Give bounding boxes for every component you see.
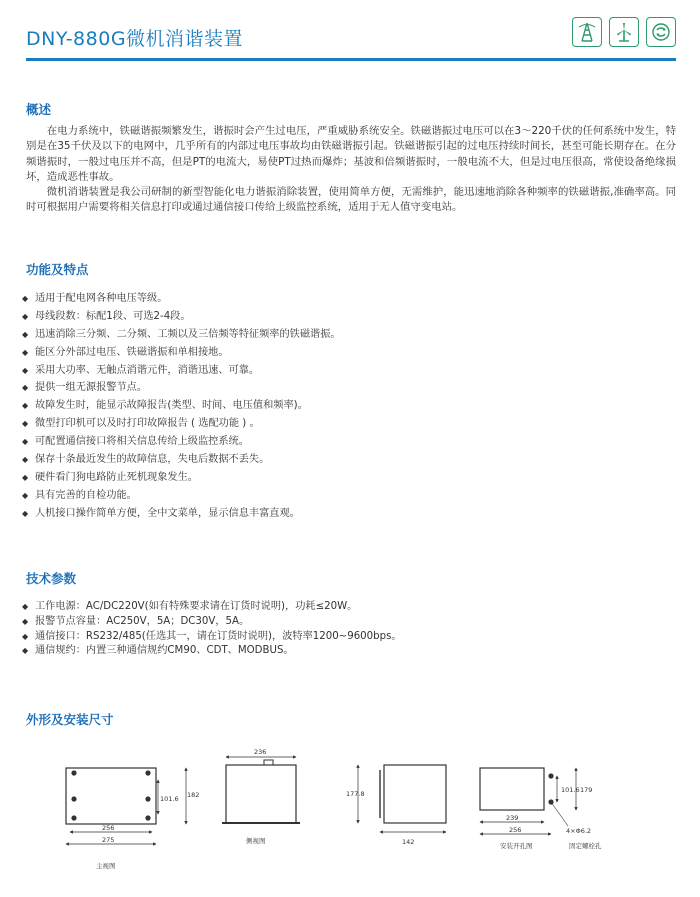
dimension-drawings (0, 740, 700, 890)
rear-view-drawing (346, 765, 446, 846)
list-item: ◆ 迅速消除三分频、二分频、工频以及三倍频等特征频率的铁磁谐振。 (22, 326, 341, 344)
list-item: ◆ 通信接口：RS232/485(任选其一，请在订货时说明)，波特率1200~9600bps。 (22, 630, 402, 645)
list-item: ◆ 工作电源：AC/DC220V(如有特殊要求请在订货时说明)，功耗≤20W。 (22, 600, 402, 615)
list-item: ◆ 能区分外部过电压、铁磁谐振和单相接地。 (22, 344, 341, 362)
wind-turbine-icon (609, 17, 639, 47)
mount-caption: 安装开孔图 (500, 842, 533, 850)
mount-dim-inner-height: 101.6 (561, 786, 580, 794)
list-item: ◆ 可配置通信接口将相关信息传给上级监控系统。 (22, 433, 341, 451)
side-dim-top: 236 (254, 748, 267, 756)
list-item: ◆ 硬件看门狗电路防止死机现象发生。 (22, 469, 341, 487)
list-item: ◆ 报警节点容量：AC250V，5A；DC30V，5A。 (22, 615, 402, 630)
bullet-icon: ◆ (22, 401, 29, 411)
overview-paragraph-1: 在电力系统中，铁磁谐振频繁发生，谐振时会产生过电压，严重威胁系统安全。铁磁谐振过电压可以在3～220千伏的任何系统中发生，特别是在35千伏及以下的电网中，几乎所有的内部过电压事故均由铁磁谐振引起。铁磁谐振引起的过电压持续时间长，甚至可能长期存在。在分频谐振时，一般过电压并不高，但是PT的电流大，易使PT过热而爆炸；基波和倍频谐振时，一般电流不大，但是过电压很高，常使设备绝缘损坏，造成恶性事故。 (26, 125, 676, 183)
bullet-icon: ◆ (22, 472, 29, 482)
front-dim-inner-height: 101.6 (160, 795, 179, 803)
header-rule (26, 58, 676, 61)
bullet-icon: ◆ (22, 455, 29, 465)
bolt-caption: 固定螺栓孔 (569, 842, 602, 850)
features-list (22, 290, 341, 523)
section-title-overview: 概述 (26, 102, 52, 117)
bullet-icon: ◆ (22, 646, 29, 656)
bullet-icon: ◆ (22, 490, 29, 500)
section-title-dimensions: 外形及安装尺寸 (26, 712, 114, 727)
bullet-icon: ◆ (22, 383, 29, 393)
front-view-drawing (66, 768, 199, 870)
mount-dim-outer-width: 256 (509, 826, 522, 834)
list-item: ◆ 提供一组无源报警节点。 (22, 379, 341, 397)
rear-dim-height: 177.8 (346, 790, 365, 798)
recycle-icon (646, 17, 676, 47)
section-title-specs: 技术参数 (26, 571, 77, 586)
bullet-icon: ◆ (22, 419, 29, 429)
list-item: ◆ 采用大功率、无触点消谐元件，消谐迅速、可靠。 (22, 362, 341, 380)
mount-dim-outer-height: 179 (580, 786, 593, 794)
header-icons (572, 17, 676, 47)
list-item: ◆ 故障发生时，能显示故障报告(类型、时间、电压值和频率)。 (22, 397, 341, 415)
bolt-hole-label: 4×Φ6.2 (566, 827, 592, 835)
front-view-caption: 主视图 (96, 862, 116, 870)
side-view-drawing (222, 748, 300, 845)
front-dim-inner-width: 256 (102, 824, 115, 832)
bullet-icon: ◆ (22, 311, 29, 321)
bullet-icon: ◆ (22, 437, 29, 447)
page-title: DNY-880G微机消谐装置 (26, 28, 244, 50)
side-view-caption: 侧视图 (246, 837, 266, 845)
bullet-icon: ◆ (22, 616, 29, 626)
mount-dim-inner-width: 239 (506, 814, 519, 822)
bullet-icon: ◆ (22, 508, 29, 518)
list-item: ◆ 保存十条最近发生的故障信息，失电后数据不丢失。 (22, 451, 341, 469)
section-title-features: 功能及特点 (26, 262, 89, 277)
bullet-icon: ◆ (22, 602, 29, 611)
list-item: ◆ 人机接口操作简单方便，全中文菜单，显示信息丰富直观。 (22, 505, 341, 523)
bullet-icon: ◆ (22, 631, 29, 641)
bullet-icon: ◆ (22, 329, 29, 339)
front-dim-outer-width: 275 (102, 836, 115, 844)
bullet-icon: ◆ (22, 347, 29, 357)
list-item: ◆ 微型打印机可以及时打印故障报告 ( 选配功能 ) 。 (22, 415, 341, 433)
tower-icon (572, 17, 602, 47)
list-item: ◆ 具有完善的自检功能。 (22, 487, 341, 505)
bullet-icon: ◆ (22, 365, 29, 375)
list-item: ◆ 适用于配电网各种电压等级。 (22, 290, 341, 308)
specs-list (22, 600, 402, 659)
front-dim-outer-height: 182 (187, 791, 200, 799)
list-item: ◆ 通信规约：内置三种通信规约CM90、CDT、MODBUS。 (22, 644, 402, 659)
rear-dim-width: 142 (402, 838, 415, 846)
overview-paragraph-2: 微机消谐装置是我公司研制的新型智能化电力谐振消除装置，使用简单方便，无需维护，能迅速地消除各种频率的铁磁谐振,准确率高。同时可根据用户需要将相关信息打印或通过通信接口传给上级监控系统，适用于无人值守变电站。 (26, 186, 676, 214)
bullet-icon: ◆ (22, 294, 29, 303)
mounting-cutout-drawing (480, 768, 602, 850)
list-item: ◆ 母线段数：标配1段、可选2-4段。 (22, 308, 341, 326)
